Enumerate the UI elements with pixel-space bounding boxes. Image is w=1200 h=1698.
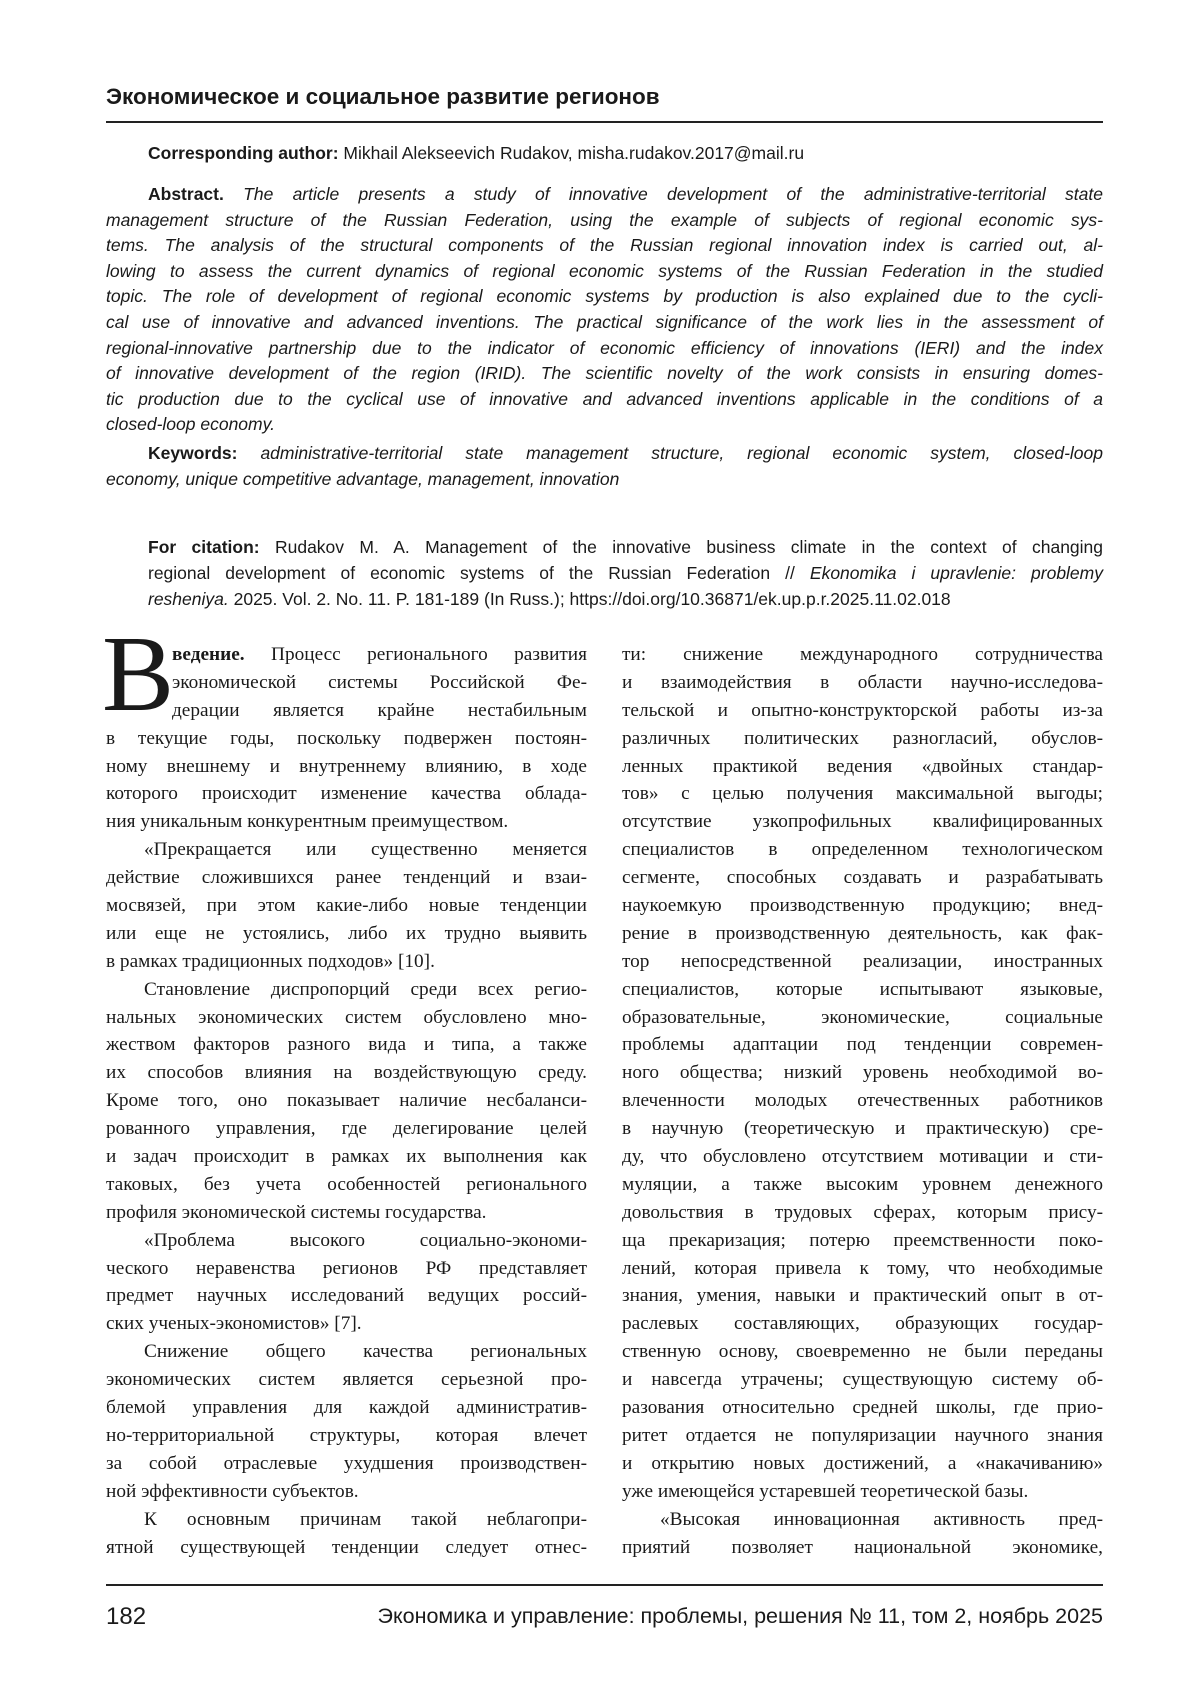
keywords [106, 441, 1103, 492]
body-line [622, 1115, 1103, 1143]
body-text: которого происходит изменение качества облада- [106, 783, 587, 804]
abstract-text: lowing to assess the current dynamics of regional economic systems of the Russian Federation in the studied [106, 261, 1103, 281]
body-line [622, 1366, 1103, 1394]
citation-text: Rudakov M. A. Management of the innovative business climate in the context of changing [260, 537, 1103, 557]
body-text: их способов влияния на воздействующую среду. [106, 1062, 587, 1083]
body-text: К основным причинам такой неблагопри- [144, 1509, 587, 1530]
body-line [622, 1087, 1103, 1115]
abstract-text: topic. The role of development of regional economic systems by production is also explained due to the cycli- [106, 286, 1103, 306]
body-text: «Прекращается или существенно меняется [144, 839, 587, 860]
body-text: ских ученых-экономистов» [7]. [106, 1313, 362, 1334]
body-line [106, 780, 587, 808]
body-line [622, 669, 1103, 697]
body-text: в научную (теоретическую и практическую) сре- [622, 1118, 1103, 1139]
body-line [106, 1310, 587, 1338]
body-line [106, 948, 587, 976]
abstract [106, 182, 1103, 438]
body-line [622, 1310, 1103, 1338]
body-line [622, 1422, 1103, 1450]
body-line [106, 1115, 587, 1143]
body-line [106, 1534, 587, 1562]
footer-journal-name: Экономика и управление: проблемы, решения № 11, том 2, ноябрь 2025 [378, 1604, 1103, 1629]
body-text: довольствия в трудовых сферах, которым прису- [622, 1202, 1103, 1223]
body-column-left [106, 641, 587, 1561]
body-text: в рамках традиционных подходов» [10]. [106, 951, 435, 972]
abstract-text: tic production due to the cyclical use of innovative and advanced inventions applicable in the conditions of a [106, 389, 1103, 409]
drop-cap: В [102, 630, 174, 720]
body-text: отсутствие узкопрофильных квалифицированных [622, 811, 1103, 832]
body-text: тов» с целью получения максимальной выгоды; [622, 783, 1103, 804]
abstract-line [106, 284, 1103, 310]
body-text: Становление диспропорций среди всех регио- [144, 979, 587, 1000]
citation-journal: resheniya. [148, 589, 229, 609]
body-text: предмет научных исследований ведущих россий- [106, 1285, 587, 1306]
body-text: Снижение общего качества региональных [144, 1341, 587, 1362]
abstract-label: Abstract. [148, 184, 224, 204]
keywords-text: economy, unique competitive advantage, management, innovation [106, 469, 619, 489]
abstract-text: cal use of innovative and advanced inventions. The practical significance of the work lies in the assessment of [106, 312, 1103, 332]
body-text: ятной существующей тенденции следует отнес- [106, 1537, 587, 1558]
corresponding-author [148, 143, 804, 164]
body-text: мосвязей, при этом какие-либо новые тенденции [106, 895, 587, 916]
body-line [622, 1143, 1103, 1171]
body-line [106, 836, 587, 864]
body-line [622, 1059, 1103, 1087]
abstract-line [106, 387, 1103, 413]
body-text: рение в производственную деятельность, как фак- [622, 923, 1103, 944]
body-line [622, 1282, 1103, 1310]
body-line [622, 836, 1103, 864]
body-line [106, 1255, 587, 1283]
body-line [622, 1255, 1103, 1283]
body-text: ной эффективности субъектов. [106, 1481, 359, 1502]
body-text: ритет отдается не популяризации научного знания [622, 1425, 1103, 1446]
body-text: блемой управления для каждой административ- [106, 1397, 587, 1418]
body-text: ти: снижение международного сотрудничества [622, 644, 1103, 665]
body-text: влеченности молодых отечественных работников [622, 1090, 1103, 1111]
keywords-text: administrative-territorial state management structure, regional economic system, closed-loop [260, 443, 1103, 463]
citation-journal: Ekonomika i upravlenie: problemy [810, 563, 1103, 583]
body-line [106, 669, 587, 697]
running-header-title: Экономическое и социальное развитие регионов [106, 84, 660, 110]
body-line [622, 780, 1103, 808]
body-text: экономической системы Российской Фе- [172, 672, 587, 693]
abstract-text: regional-innovative partnership due to the indicator of economic efficiency of innovations (IERI) and the index [106, 338, 1103, 358]
body-line [106, 1031, 587, 1059]
body-text: ния уникальным конкурентным преимуществом. [106, 811, 508, 832]
body-text: Процесс регионального развития [245, 644, 587, 665]
body-text: нальных экономических систем обусловлено мно- [106, 1007, 587, 1028]
abstract-line [106, 310, 1103, 336]
body-text: приятий позволяет национальной экономике, [622, 1537, 1103, 1558]
body-text: рованного управления, где делегирование целей [106, 1118, 587, 1139]
body-line [106, 1506, 587, 1534]
body-line [622, 976, 1103, 1004]
body-text: ду, что обусловлено отсутствием мотивации и сти- [622, 1146, 1103, 1167]
body-text: профиля экономической системы государства. [106, 1202, 487, 1223]
body-text: тор непосредственной реализации, иностранных [622, 951, 1103, 972]
citation-text: regional development of economic systems of the Russian Federation // [148, 563, 810, 583]
abstract-text: management structure of the Russian Federation, using the example of subjects of regional economic sys- [106, 210, 1103, 230]
page-number: 182 [106, 1603, 146, 1631]
corresponding-author-text: Mikhail Alekseevich Rudakov, misha.rudakov.2017@mail.ru [339, 143, 805, 163]
body-text: специалистов в определенном технологическом [622, 839, 1103, 860]
body-line [622, 948, 1103, 976]
footer-rule [106, 1584, 1103, 1586]
body-line [106, 1004, 587, 1032]
body-line [106, 1478, 587, 1506]
body-line [106, 1199, 587, 1227]
body-line [106, 1366, 587, 1394]
body-text: уже имеющейся устаревшей теоретической базы. [622, 1481, 1028, 1502]
abstract-line [106, 259, 1103, 285]
body-line [106, 1059, 587, 1087]
body-text: «Проблема высокого социально-экономи- [144, 1230, 587, 1251]
body-text: и задач происходит в рамках их выполнения как [106, 1146, 587, 1167]
body-text: тельской и опытно-конструкторской работы из-за [622, 700, 1103, 721]
body-line [106, 641, 587, 669]
body-line [622, 1338, 1103, 1366]
body-text: раслевых составляющих, образующих государ- [622, 1313, 1103, 1334]
body-line [622, 1478, 1103, 1506]
body-text: но-территориальной структуры, которая влечет [106, 1425, 587, 1446]
body-text: ща прекаризация; потерю преемственности поко- [622, 1230, 1103, 1251]
keywords-line [106, 467, 1103, 493]
abstract-text: The article presents a study of innovative development of the administrative-territorial state [243, 184, 1103, 204]
abstract-line [106, 233, 1103, 259]
body-text: жеством факторов разного вида и типа, а также [106, 1034, 587, 1055]
body-text: сегменте, способных создавать и разрабатывать [622, 867, 1103, 888]
body-line [106, 1143, 587, 1171]
abstract-text: of innovative development of the region (IRID). The scientific novelty of the work consists in ensuring domes- [106, 363, 1103, 383]
body-text: знания, умения, навыки и практический опыт в от- [622, 1285, 1103, 1306]
body-line [106, 1227, 587, 1255]
body-line [622, 1450, 1103, 1478]
body-line [106, 1450, 587, 1478]
body-text: и навсегда утрачены; существующую систему об- [622, 1369, 1103, 1390]
body-text: и взаимодействия в области научно-исследова- [622, 672, 1103, 693]
body-line [106, 1282, 587, 1310]
body-text: действие сложившихся ранее тенденций и взаи- [106, 867, 587, 888]
citation-label: For citation: [148, 537, 260, 557]
lead-heading: ведение. [172, 644, 245, 665]
body-column-right [622, 641, 1103, 1561]
abstract-line [106, 182, 1103, 208]
keywords-line [106, 441, 1103, 467]
body-line [622, 1004, 1103, 1032]
body-line [622, 725, 1103, 753]
body-text: ного общества; низкий уровень необходимой во- [622, 1062, 1103, 1083]
keywords-label: Keywords: [148, 443, 237, 463]
body-line [622, 1171, 1103, 1199]
body-text: дерации является крайне нестабильным [172, 700, 587, 721]
abstract-line [106, 361, 1103, 387]
body-line [622, 697, 1103, 725]
body-line [106, 1338, 587, 1366]
body-line [622, 641, 1103, 669]
body-text: в текущие годы, поскольку подвержен постоян- [106, 728, 587, 749]
body-line [106, 976, 587, 1004]
body-line [106, 1171, 587, 1199]
body-text: и открытию новых достижений, а «накачиванию» [622, 1453, 1103, 1474]
body-line [622, 892, 1103, 920]
abstract-text: tems. The analysis of the structural components of the Russian regional innovation index is carried out, al- [106, 235, 1103, 255]
body-line [106, 808, 587, 836]
body-text: ческого неравенства регионов РФ представляет [106, 1258, 587, 1279]
body-line [622, 1394, 1103, 1422]
abstract-line [106, 336, 1103, 362]
body-text: разования относительно средней школы, где прио- [622, 1397, 1103, 1418]
body-text: экономических систем является серьезной про- [106, 1369, 587, 1390]
body-line [622, 1199, 1103, 1227]
abstract-line [106, 412, 1103, 438]
body-text: различных политических разногласий, обуслов- [622, 728, 1103, 749]
body-line [622, 1031, 1103, 1059]
body-text: Кроме того, оно показывает наличие несбаланси- [106, 1090, 587, 1111]
body-text: таковых, без учета особенностей регионального [106, 1174, 587, 1195]
body-line [622, 920, 1103, 948]
body-text: специалистов, которые испытывают языковые, [622, 979, 1103, 1000]
body-line [106, 1087, 587, 1115]
abstract-line [106, 208, 1103, 234]
body-text: ному внешнему и внутреннему влиянию, в ходе [106, 756, 587, 777]
body-line [106, 864, 587, 892]
header-rule [106, 121, 1103, 123]
body-line [622, 864, 1103, 892]
body-text: наукоемкую производственную продукцию; внед- [622, 895, 1103, 916]
body-line [622, 1534, 1103, 1562]
body-line [106, 920, 587, 948]
body-line [622, 1227, 1103, 1255]
body-line [106, 697, 587, 725]
body-line [622, 808, 1103, 836]
body-text: образовательные, экономические, социальные [622, 1007, 1103, 1028]
body-text: ственную основу, своевременно не были переданы [622, 1341, 1103, 1362]
body-text: или еще не устоялись, либо их трудно выявить [106, 923, 587, 944]
corresponding-author-label: Corresponding author: [148, 143, 339, 163]
body-line [106, 892, 587, 920]
body-text: «Высокая инновационная активность пред- [660, 1509, 1103, 1530]
body-text: за собой отраслевые ухудшения производствен- [106, 1453, 587, 1474]
citation [148, 534, 1103, 613]
body-text: муляции, а также высоким уровнем денежного [622, 1174, 1103, 1195]
body-text: лений, которая привела к тому, что необходимые [622, 1258, 1103, 1279]
abstract-text: closed-loop economy. [106, 414, 275, 434]
body-line [622, 753, 1103, 781]
body-text: ленных практикой ведения «двойных стандар- [622, 756, 1103, 777]
body-text: проблемы адаптации под тенденции современ- [622, 1034, 1103, 1055]
body-line [106, 1422, 587, 1450]
citation-doi[interactable]: 2025. Vol. 2. No. 11. P. 181-189 (In Russ.); https://doi.org/10.36871/ek.up.p.r.2025.11.02.018 [229, 589, 951, 609]
body-line [106, 1394, 587, 1422]
body-line [622, 1506, 1103, 1534]
body-line [106, 753, 587, 781]
body-line [106, 725, 587, 753]
